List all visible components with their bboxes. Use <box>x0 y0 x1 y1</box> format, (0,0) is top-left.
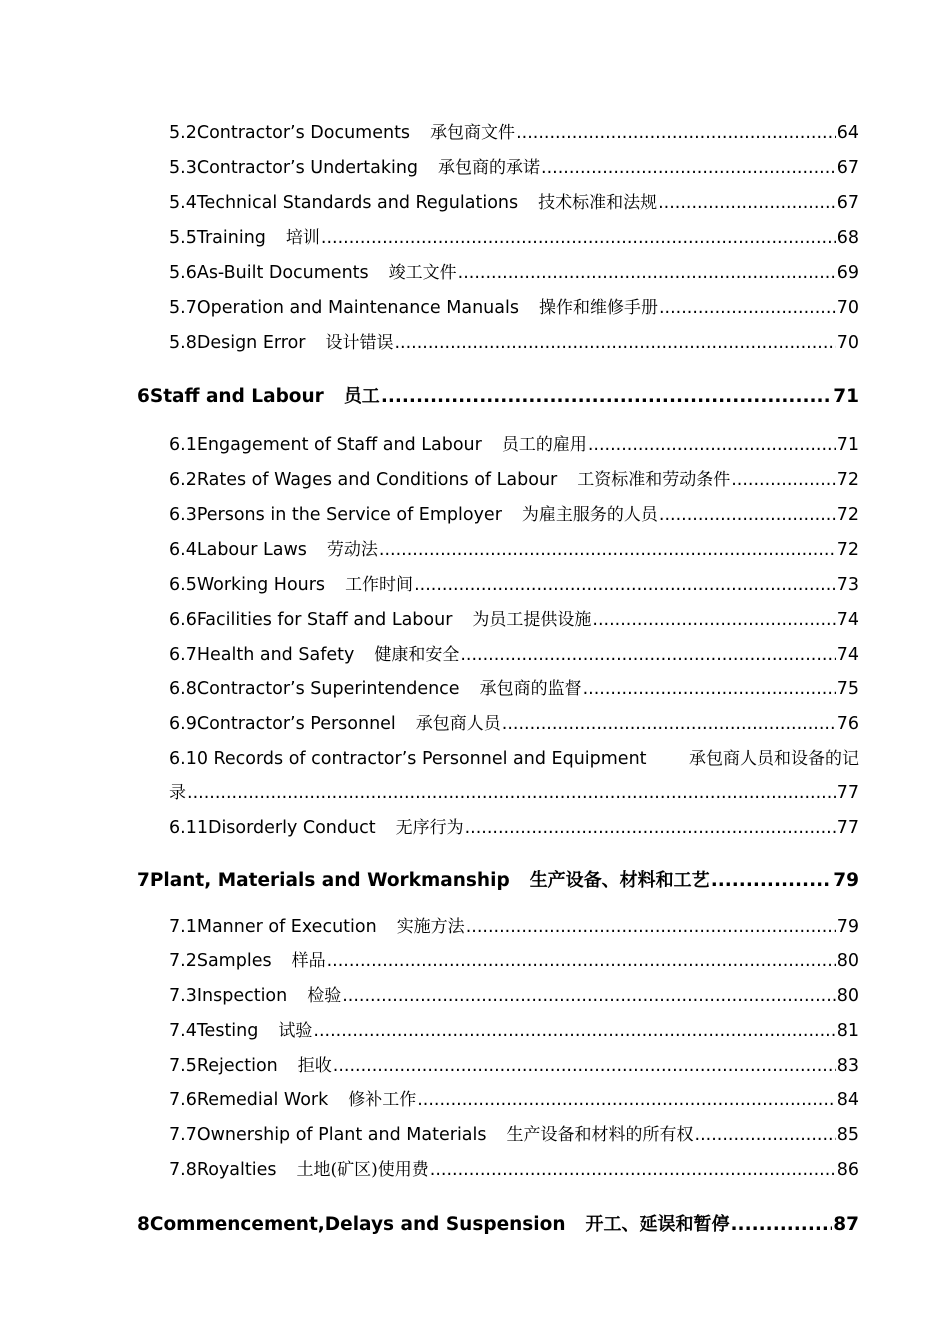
entry-title-zh: 工作时间 <box>345 575 414 595</box>
section-title-zh: 员工 <box>343 386 380 407</box>
entry-page: 68 <box>836 228 859 248</box>
entry-page: 84 <box>836 1090 859 1110</box>
entry-title-zh: 样品 <box>291 951 326 971</box>
entry-number: 5.3 <box>169 158 197 178</box>
entry-title: Manner of Execution <box>196 917 377 937</box>
dot-leader <box>695 1125 836 1145</box>
entry-page: 81 <box>836 1021 859 1041</box>
entry-number: 6.1 <box>169 435 197 455</box>
entry-title-zh: 培训 <box>285 228 320 248</box>
entry-title: Inspection <box>196 986 288 1006</box>
entry-title-zh: 承包商人员 <box>415 714 501 734</box>
toc-entry-5-4[interactable] <box>169 188 859 214</box>
toc-entry-7-3[interactable] <box>169 981 859 1007</box>
entry-page: 80 <box>836 986 859 1006</box>
entry-title-zh: 设计错误 <box>325 333 394 353</box>
section-title: Plant, Materials and Workmanship <box>149 870 510 891</box>
dot-leader <box>588 435 836 455</box>
dot-leader <box>711 870 833 891</box>
toc-entry-5-7[interactable] <box>169 293 859 319</box>
toc-entry-6-10-continued[interactable] <box>169 778 859 804</box>
entry-page: 77 <box>836 818 859 838</box>
entry-title: Disorderly Conduct <box>207 818 376 838</box>
dot-leader <box>430 1160 836 1180</box>
entry-number: 7.1 <box>169 917 197 937</box>
entry-title: Contractor’s Undertaking <box>196 158 419 178</box>
entry-title: Royalties <box>196 1160 277 1180</box>
toc-entry-6-10[interactable] <box>169 744 859 769</box>
entry-title-zh: 生产设备和材料的所有权 <box>506 1125 694 1145</box>
entry-title-zh: 检验 <box>307 986 342 1006</box>
entry-title: Rejection <box>196 1056 278 1076</box>
toc-entry-6-3[interactable] <box>169 500 859 526</box>
entry-page: 74 <box>836 645 859 665</box>
entry-number: 6.7 <box>169 645 197 665</box>
entry-page: 67 <box>836 158 859 178</box>
entry-title-zh: 工资标准和劳动条件 <box>577 470 731 490</box>
entry-number: 7.8 <box>169 1160 197 1180</box>
entry-title-zh: 竣工文件 <box>388 263 457 283</box>
section-title: Staff and Labour <box>149 386 324 407</box>
dot-leader <box>592 610 835 630</box>
dot-leader <box>516 123 836 143</box>
dot-leader <box>583 679 836 699</box>
toc-entry-6-9[interactable] <box>169 709 859 735</box>
entry-title: Facilities for Staff and Labour <box>196 610 453 630</box>
dot-leader <box>414 575 836 595</box>
dot-leader <box>327 951 836 971</box>
entry-title: Training <box>196 228 266 248</box>
entry-page: 69 <box>836 263 859 283</box>
entry-page: 83 <box>836 1056 859 1076</box>
entry-number: 7.6 <box>169 1090 197 1110</box>
section-number: 7 <box>137 870 150 891</box>
toc-section-8[interactable] <box>137 1210 859 1238</box>
section-page: 71 <box>833 386 859 407</box>
toc-entry-6-11[interactable] <box>169 813 859 839</box>
section-title: Commencement,Delays and Suspension <box>149 1214 566 1235</box>
entry-title-zh: 技术标准和法规 <box>538 193 658 213</box>
entry-title: Contractor’s Personnel <box>196 714 396 734</box>
entry-number: 6.9 <box>169 714 197 734</box>
section-page: 87 <box>833 1214 859 1235</box>
entry-page: 72 <box>836 540 859 560</box>
dot-leader <box>466 917 836 937</box>
entry-title: Engagement of Staff and Labour <box>196 435 482 455</box>
toc-entry-7-5[interactable] <box>169 1051 859 1077</box>
entry-page: 64 <box>836 123 859 143</box>
entry-title: Operation and Maintenance Manuals <box>196 298 519 318</box>
toc-entry-6-1[interactable] <box>169 430 859 456</box>
dot-leader <box>731 1214 833 1235</box>
entry-title-zh: 承包商文件 <box>430 123 516 143</box>
entry-page: 75 <box>836 679 859 699</box>
dot-leader <box>381 386 832 407</box>
entry-page: 77 <box>836 783 859 803</box>
entry-page: 71 <box>836 435 859 455</box>
entry-title: As-Built Documents <box>196 263 369 283</box>
entry-title: Persons in the Service of Employer <box>196 505 502 525</box>
section-number: 6 <box>137 386 150 407</box>
dot-leader <box>187 783 836 803</box>
toc-entry-5-6[interactable] <box>169 258 859 284</box>
entry-title-zh: 员工的雇用 <box>501 435 587 455</box>
dot-leader <box>394 333 835 353</box>
entry-page: 79 <box>836 917 859 937</box>
toc-entry-5-5[interactable] <box>169 223 859 249</box>
entry-page: 85 <box>836 1125 859 1145</box>
entry-title-zh: 修补工作 <box>348 1090 417 1110</box>
entry-title-zh-continued: 录 <box>169 783 186 803</box>
entry-title-zh: 为员工提供设施 <box>472 610 592 630</box>
entry-number: 6.8 <box>169 679 197 699</box>
toc-entry-5-3[interactable] <box>169 153 859 179</box>
dot-leader <box>502 714 836 734</box>
section-title-zh: 开工、延误和暂停 <box>585 1214 730 1235</box>
entry-title: Ownership of Plant and Materials <box>196 1125 487 1145</box>
entry-number: 6.6 <box>169 610 197 630</box>
dot-leader <box>333 1056 836 1076</box>
entry-number: 6.11 <box>169 818 208 838</box>
entry-title: Rates of Wages and Conditions of Labour <box>196 470 558 490</box>
entry-page: 76 <box>836 714 859 734</box>
entry-number: 5.5 <box>169 228 197 248</box>
toc-entry-7-2[interactable] <box>169 946 859 972</box>
dot-leader <box>321 228 836 248</box>
entry-page: 86 <box>836 1160 859 1180</box>
entry-title: Remedial Work <box>196 1090 329 1110</box>
entry-title: Contractor’s Superintendence <box>196 679 460 699</box>
entry-page: 70 <box>836 298 859 318</box>
entry-title-zh: 无序行为 <box>395 818 464 838</box>
toc-entry-7-7[interactable] <box>169 1120 859 1146</box>
entry-title-zh: 土地(矿区)使用费 <box>296 1160 429 1180</box>
dot-leader <box>342 986 835 1006</box>
entry-title-zh: 操作和维修手册 <box>538 298 658 318</box>
dot-leader <box>659 505 836 525</box>
dot-leader <box>541 158 836 178</box>
dot-leader <box>731 470 835 490</box>
entry-title: Testing <box>196 1021 259 1041</box>
entry-number: 6.10 <box>169 749 208 769</box>
entry-number: 5.7 <box>169 298 197 318</box>
entry-title-zh: 承包商的承诺 <box>438 158 541 178</box>
entry-title: Labour Laws <box>196 540 307 560</box>
entry-page: 73 <box>836 575 859 595</box>
dot-leader <box>417 1090 835 1110</box>
toc-section-7[interactable] <box>137 866 859 894</box>
toc-entry-7-1[interactable] <box>169 912 859 938</box>
entry-title-zh: 拒收 <box>297 1056 332 1076</box>
entry-number: 5.4 <box>169 193 197 213</box>
entry-title: Health and Safety <box>196 645 355 665</box>
toc-entry-6-4[interactable] <box>169 535 859 561</box>
entry-title-zh: 试验 <box>278 1021 313 1041</box>
toc-entry-6-5[interactable] <box>169 570 859 596</box>
entry-page: 70 <box>836 333 859 353</box>
entry-title: Technical Standards and Regulations <box>196 193 519 213</box>
entry-number: 6.4 <box>169 540 197 560</box>
section-page: 79 <box>833 870 859 891</box>
dot-leader <box>313 1021 835 1041</box>
entry-number: 6.2 <box>169 470 197 490</box>
entry-number: 5.2 <box>169 123 197 143</box>
entry-number: 6.5 <box>169 575 197 595</box>
toc-entry-6-7[interactable] <box>169 640 859 666</box>
entry-number: 5.6 <box>169 263 197 283</box>
entry-number: 5.8 <box>169 333 197 353</box>
entry-title-zh: 为雇主服务的人员 <box>521 505 658 525</box>
toc-entry-6-6[interactable] <box>169 605 859 631</box>
entry-title-zh: 实施方法 <box>396 917 465 937</box>
entry-title: Contractor’s Documents <box>196 123 411 143</box>
dot-leader <box>465 818 836 838</box>
entry-page: 72 <box>836 470 859 490</box>
entry-title-zh: 健康和安全 <box>374 645 460 665</box>
entry-number: 7.3 <box>169 986 197 1006</box>
dot-leader <box>460 645 835 665</box>
entry-number: 7.4 <box>169 1021 197 1041</box>
entry-title: Records of contractor’s Personnel and Equipment <box>213 749 647 769</box>
entry-title-zh: 承包商人员和设备的记 <box>689 749 859 769</box>
entry-number: 7.5 <box>169 1056 197 1076</box>
toc-entry-6-2[interactable] <box>169 465 859 491</box>
entry-title: Samples <box>196 951 272 971</box>
toc-section-6[interactable] <box>137 382 859 410</box>
entry-title: Design Error <box>196 333 306 353</box>
entry-number: 6.3 <box>169 505 197 525</box>
entry-title: Working Hours <box>196 575 326 595</box>
entry-page: 80 <box>836 951 859 971</box>
dot-leader <box>659 298 836 318</box>
section-number: 8 <box>137 1214 150 1235</box>
toc-entry-5-8[interactable] <box>169 328 859 354</box>
dot-leader <box>379 540 836 560</box>
entry-title-zh: 劳动法 <box>326 540 378 560</box>
toc-entry-5-2[interactable] <box>169 118 859 144</box>
toc-entry-6-8[interactable] <box>169 674 859 700</box>
section-title-zh: 生产设备、材料和工艺 <box>529 870 710 891</box>
entry-title-zh: 承包商的监督 <box>479 679 582 699</box>
dot-leader <box>458 263 836 283</box>
entry-page: 72 <box>836 505 859 525</box>
entry-number: 7.7 <box>169 1125 197 1145</box>
toc-entry-7-4[interactable] <box>169 1016 859 1042</box>
entry-number: 7.2 <box>169 951 197 971</box>
entry-page: 67 <box>836 193 859 213</box>
toc-entry-7-6[interactable] <box>169 1085 859 1111</box>
entry-page: 74 <box>836 610 859 630</box>
dot-leader <box>658 193 836 213</box>
toc-entry-7-8[interactable] <box>169 1155 859 1181</box>
